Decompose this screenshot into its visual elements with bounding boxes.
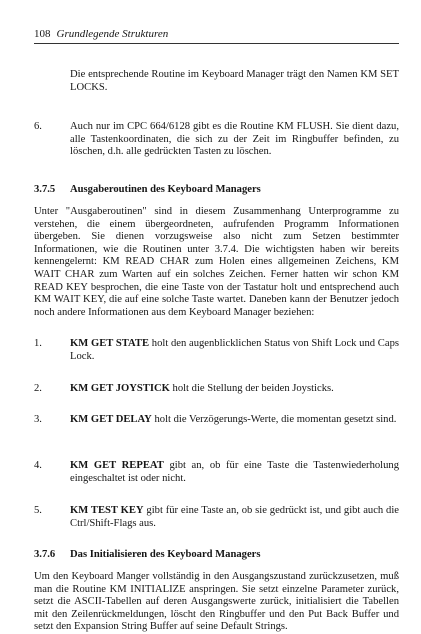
section-title: Das Initialisieren des Keyboard Managers	[70, 549, 261, 560]
intro-continuation: Die entsprechende Routine im Keyboard Manager trägt den Namen KM SET LOCKS.	[70, 69, 399, 93]
list-item-number: 2.	[34, 383, 42, 394]
routine-name: KM GET STATE	[70, 338, 150, 349]
routine-description: holt die Verzögerungs-Werte, die momentan gesetzt sind.	[151, 414, 397, 425]
list-item-number: 4.	[34, 460, 42, 471]
list-item-number: 3.	[34, 414, 42, 425]
running-title: Grundlegende Strukturen	[56, 28, 169, 40]
page-number: 108	[34, 28, 51, 40]
routine-description: gibt für eine Taste an, ob sie gedrückt ist, und gibt auch die Ctrl/Shift-Flags aus.	[70, 505, 399, 529]
list-item-number: 6.	[34, 121, 42, 132]
section-title: Ausgaberoutinen des Keyboard Managers	[70, 184, 261, 195]
list-item-text	[70, 383, 399, 396]
running-header	[34, 28, 399, 41]
routine-description: gibt an, ob für eine Taste die Tastenwiederholung eingeschaltet ist oder nicht.	[70, 460, 399, 484]
section-number: 3.7.6	[34, 549, 56, 560]
section-body-3-7-5: Unter "Ausgaberoutinen" sind in diesem Zusammenhang Unterprogramme zu verstehen, die einem übergeordneten, aufrufenden Programm Informationen übergeben. Sie dienen vorzugsweise also nicht zum Setzen bestimmter Informationen, wie die Routinen unter 3.7.4. Die wichtigsten haben wir bereits kennengelernt: KM READ CHAR zum Holen eines allgemeinen Zeichens, KM WAIT CHAR zum Warten auf ein solches Zeichen. Ferner hatten wir schon KM READ KEY besprochen, die eine Taste von der Tastatur holt und entsprechend auch KM WAIT KEY, die auf eine solche Taste wartet. Daneben kann der Benutzer jedoch noch andere Informationen aus dem Keyboard Manager beziehen:	[34, 206, 399, 318]
list-item-text	[70, 414, 399, 427]
section-heading-3-7-5	[34, 184, 399, 197]
list-item-number: 1.	[34, 338, 42, 349]
routine-name: KM GET DELAY	[70, 414, 152, 425]
list-item-text	[70, 505, 399, 530]
routine-description: holt den augenblicklichen Status von Shift Lock und Caps Lock.	[70, 338, 399, 362]
header-rule	[34, 43, 399, 44]
routine-name: KM TEST KEY	[70, 505, 144, 516]
routine-description: holt die Stellung der beiden Joysticks.	[169, 383, 334, 394]
section-heading-3-7-6	[34, 549, 399, 562]
list-item-number: 5.	[34, 505, 42, 516]
routine-name: KM GET JOYSTICK	[70, 383, 170, 394]
list-item-text	[70, 338, 399, 363]
section-body-3-7-6: Um den Keyboard Manger vollständig in den Ausgangszustand zurückzusetzen, muß man die Routine KM INITIALIZE anspringen. Sie setzt einzelne Parameter zurück, setzt die ASCII-Tabellen auf deren Ausgangswerte zurück, initialisiert die Tabellen mit den Zeilenrückmeldungen, löscht den Ringbuffer und den Put Back Buffer und setzt den Expansion String Buffer auf seine Default Strings.	[34, 571, 399, 633]
section-number: 3.7.5	[34, 184, 56, 195]
list-item-text: Auch nur im CPC 664/6128 gibt es die Routine KM FLUSH. Sie dient dazu, alle Tastenkoordinaten, die sich zu der Zeit im Ringbuffer befinden, zu löschen, d.h. alle gedrückten Tasten zu löschen.	[70, 121, 399, 158]
routine-name: KM GET REPEAT	[70, 460, 164, 471]
list-item-text	[70, 460, 399, 485]
